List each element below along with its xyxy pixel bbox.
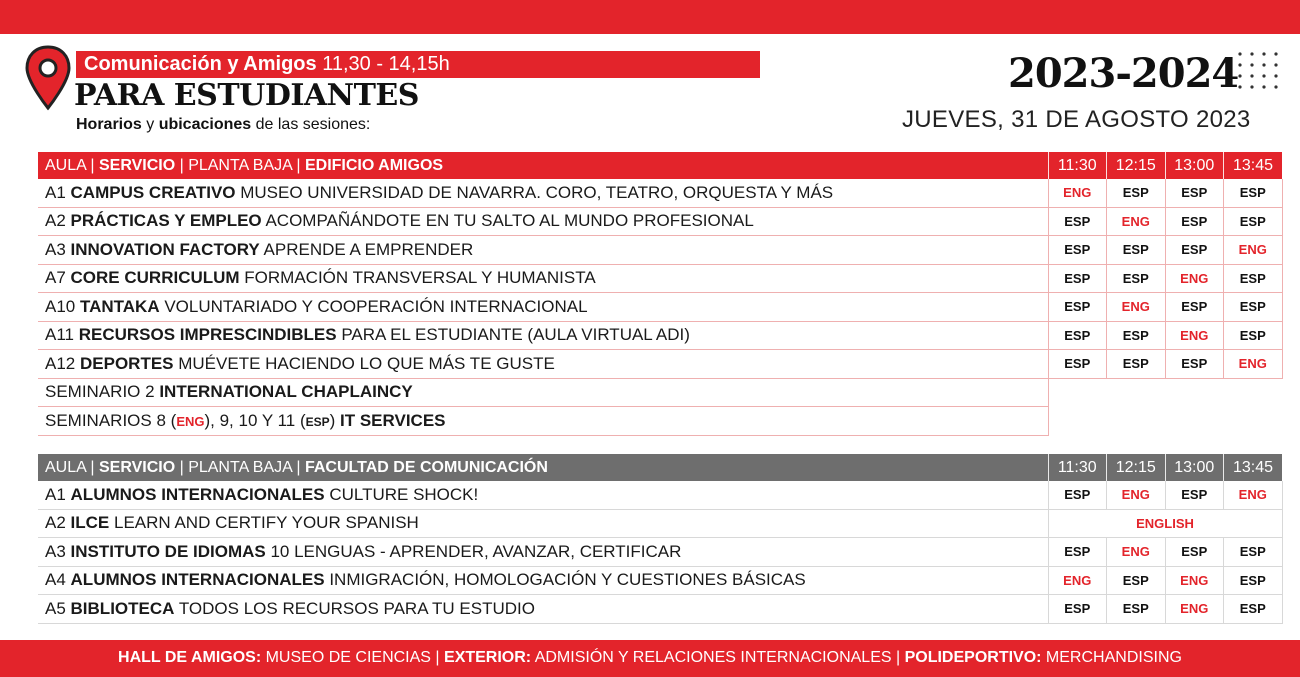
language-slot: ENG	[1107, 293, 1166, 322]
language-slot: ENG	[1165, 595, 1224, 624]
language-slot: ESP	[1107, 264, 1166, 293]
table-row	[38, 321, 1282, 350]
language-slot: ESP	[1107, 566, 1166, 595]
table-row	[38, 236, 1282, 265]
table-row	[38, 509, 1282, 538]
schedule-table-comunicacion	[38, 454, 1283, 624]
language-slot: ESP	[1107, 179, 1166, 207]
language-slot: ESP	[1107, 321, 1166, 350]
service-name: IT SERVICES	[340, 410, 446, 430]
service-name: CAMPUS CREATIVO	[70, 182, 236, 202]
table-row	[38, 566, 1282, 595]
time-header: 12:15	[1107, 152, 1166, 179]
room-label: A1	[45, 182, 71, 202]
language-slot: ESP	[1224, 566, 1283, 595]
footer-bar: HALL DE AMIGOS: MUSEO DE CIENCIAS | EXTERIOR: ADMISIÓN Y RELACIONES INTERNACIONALES | POLIDEPORTIVO: MERCHANDISING	[0, 640, 1300, 677]
language-slot: ESP	[1107, 350, 1166, 379]
language-slot: ENG	[1224, 481, 1283, 509]
schedule-table-amigos	[38, 152, 1283, 436]
session-description	[38, 236, 1048, 265]
service-name: PRÁCTICAS Y EMPLEO	[70, 211, 262, 231]
room-label: A12	[45, 353, 80, 373]
language-slot: ENG	[1048, 179, 1107, 207]
room-label: SEMINARIO 2	[45, 382, 160, 402]
language-slot: ENG	[1048, 566, 1107, 595]
room-label: A7	[45, 268, 71, 288]
language-slot: ESP	[1107, 236, 1166, 265]
table-row	[38, 481, 1282, 509]
session-description	[38, 350, 1048, 379]
empty-cell	[1048, 407, 1282, 436]
service-detail: VOLUNTARIADO Y COOPERACIÓN INTERNACIONAL	[159, 296, 588, 316]
service-name: RECURSOS IMPRESCINDIBLES	[78, 325, 337, 345]
language-slot: ESP	[1048, 293, 1107, 322]
table-row	[38, 207, 1282, 236]
language-slot: ESP	[1048, 481, 1107, 509]
session-description	[38, 207, 1048, 236]
language-slot: ESP	[1224, 264, 1283, 293]
service-detail: INMIGRACIÓN, HOMOLOGACIÓN Y CUESTIONES BÁSICAS	[324, 570, 806, 590]
service-detail: MUÉVETE HACIENDO LO QUE MÁS TE GUSTE	[173, 353, 555, 373]
time-header: 13:00	[1165, 454, 1224, 481]
table-row	[38, 264, 1282, 293]
room-label: A3	[45, 239, 71, 259]
service-name: ALUMNOS INTERNACIONALES	[70, 484, 325, 504]
service-name: INTERNATIONAL CHAPLAINCY	[159, 382, 413, 402]
language-tag: ENG	[176, 413, 205, 429]
language-slot: ENG	[1107, 481, 1166, 509]
session-description	[38, 407, 1048, 436]
session-description	[38, 321, 1048, 350]
language-slot: ESP	[1165, 207, 1224, 236]
room-label: SEMINARIOS 8 (	[45, 410, 177, 430]
language-slot: ENG	[1107, 207, 1166, 236]
empty-cell	[1048, 378, 1282, 407]
time-header: 12:15	[1107, 454, 1166, 481]
table-row	[38, 595, 1282, 624]
language-all-slots: ENGLISH	[1048, 509, 1282, 538]
language-slot: ESP	[1224, 293, 1283, 322]
language-slot: ESP	[1048, 538, 1107, 567]
language-slot: ESP	[1048, 321, 1107, 350]
service-detail: FORMACIÓN TRANSVERSAL Y HUMANISTA	[239, 268, 596, 288]
language-slot: ESP	[1165, 481, 1224, 509]
room-label: A10	[45, 296, 80, 316]
room-label: A5	[45, 598, 71, 618]
subtitle-ubicaciones: ubicaciones	[158, 116, 252, 133]
time-header: 13:45	[1224, 152, 1283, 179]
service-name: CORE CURRICULUM	[70, 268, 240, 288]
session-description	[38, 481, 1048, 509]
header-columns: AULA | SERVICIO | PLANTA BAJA | FACULTAD DE COMUNICACIÓN	[38, 454, 1048, 481]
service-detail: 10 LENGUAS - APRENDER, AVANZAR, CERTIFICAR	[265, 541, 682, 561]
language-slot: ENG	[1165, 264, 1224, 293]
language-slot: ENG	[1107, 538, 1166, 567]
table-row	[38, 538, 1282, 567]
event-time: 11,30 - 14,15h	[322, 53, 450, 75]
session-description	[38, 378, 1048, 407]
session-description	[38, 179, 1048, 207]
service-name: ALUMNOS INTERNACIONALES	[70, 570, 325, 590]
language-slot: ESP	[1224, 595, 1283, 624]
language-slot: ESP	[1224, 179, 1283, 207]
room-label: ), 9, 10 Y 11 (	[204, 410, 306, 430]
table-header-row	[38, 152, 1282, 179]
time-header: 13:00	[1165, 152, 1224, 179]
time-header: 11:30	[1048, 152, 1107, 179]
language-slot: ESP	[1048, 264, 1107, 293]
language-tag: ESP	[305, 414, 330, 429]
room-label: A4	[45, 570, 71, 590]
subtitle-text: y	[141, 116, 159, 133]
service-detail: PARA EL ESTUDIANTE (AULA VIRTUAL ADI)	[336, 325, 690, 345]
session-description	[38, 595, 1048, 624]
service-detail: TODOS LOS RECURSOS PARA TU ESTUDIO	[174, 598, 535, 618]
table-header-row	[38, 454, 1282, 481]
service-detail: CULTURE SHOCK!	[324, 484, 479, 504]
session-description	[38, 509, 1048, 538]
service-name: ILCE	[70, 513, 110, 533]
table-row	[38, 350, 1282, 379]
time-header: 13:45	[1224, 454, 1283, 481]
room-label: A11	[45, 325, 79, 345]
service-name: INNOVATION FACTORY	[70, 239, 260, 259]
language-slot: ESP	[1224, 321, 1283, 350]
language-slot: ESP	[1048, 350, 1107, 379]
language-slot: ESP	[1107, 595, 1166, 624]
table-row	[38, 293, 1282, 322]
table-row	[38, 179, 1282, 207]
language-slot: ESP	[1165, 236, 1224, 265]
session-description	[38, 264, 1048, 293]
language-slot: ESP	[1165, 293, 1224, 322]
service-detail: MUSEO UNIVERSIDAD DE NAVARRA. CORO, TEATRO, ORQUESTA Y MÁS	[235, 182, 834, 202]
subtitle	[76, 116, 370, 134]
time-header: 11:30	[1048, 454, 1107, 481]
language-slot: ENG	[1224, 350, 1283, 379]
language-slot: ENG	[1165, 566, 1224, 595]
top-bar	[0, 0, 1300, 34]
service-name: INSTITUTO DE IDIOMAS	[70, 541, 266, 561]
map-pin-icon	[24, 44, 72, 112]
room-label: A3	[45, 541, 71, 561]
room-label: A1	[45, 484, 71, 504]
room-label: A2	[45, 513, 71, 533]
dot-grid-icon	[1236, 50, 1284, 94]
service-detail: ACOMPAÑÁNDOTE EN TU SALTO AL MUNDO PROFESIONAL	[261, 211, 754, 231]
language-slot: ESP	[1224, 207, 1283, 236]
language-slot: ESP	[1048, 595, 1107, 624]
room-label: )	[329, 410, 341, 430]
language-slot: ESP	[1224, 538, 1283, 567]
session-description	[38, 566, 1048, 595]
service-detail: LEARN AND CERTIFY YOUR SPANISH	[109, 513, 419, 533]
table-row	[38, 378, 1282, 407]
event-banner	[76, 51, 760, 78]
session-description	[38, 293, 1048, 322]
subtitle-text: de las sesiones:	[251, 116, 371, 133]
language-slot: ESP	[1048, 207, 1107, 236]
language-slot: ESP	[1165, 538, 1224, 567]
language-slot: ESP	[1048, 236, 1107, 265]
language-slot: ESP	[1165, 179, 1224, 207]
service-name: BIBLIOTECA	[70, 598, 175, 618]
academic-year: 2023-2024	[1008, 50, 1239, 97]
room-label: A2	[45, 211, 71, 231]
session-description	[38, 538, 1048, 567]
event-name: Comunicación y Amigos	[84, 53, 317, 75]
event-date: JUEVES, 31 DE AGOSTO 2023	[902, 106, 1251, 133]
header-columns: AULA | SERVICIO | PLANTA BAJA | EDIFICIO AMIGOS	[38, 152, 1048, 179]
language-slot: ESP	[1165, 350, 1224, 379]
subtitle-horarios: Horarios	[76, 116, 142, 133]
page-title: PARA ESTUDIANTES	[74, 78, 419, 113]
service-name: DEPORTES	[79, 353, 174, 373]
language-slot: ENG	[1224, 236, 1283, 265]
language-slot: ENG	[1165, 321, 1224, 350]
service-name: TANTAKA	[79, 296, 160, 316]
table-row	[38, 407, 1282, 436]
service-detail: APRENDE A EMPRENDER	[259, 239, 474, 259]
